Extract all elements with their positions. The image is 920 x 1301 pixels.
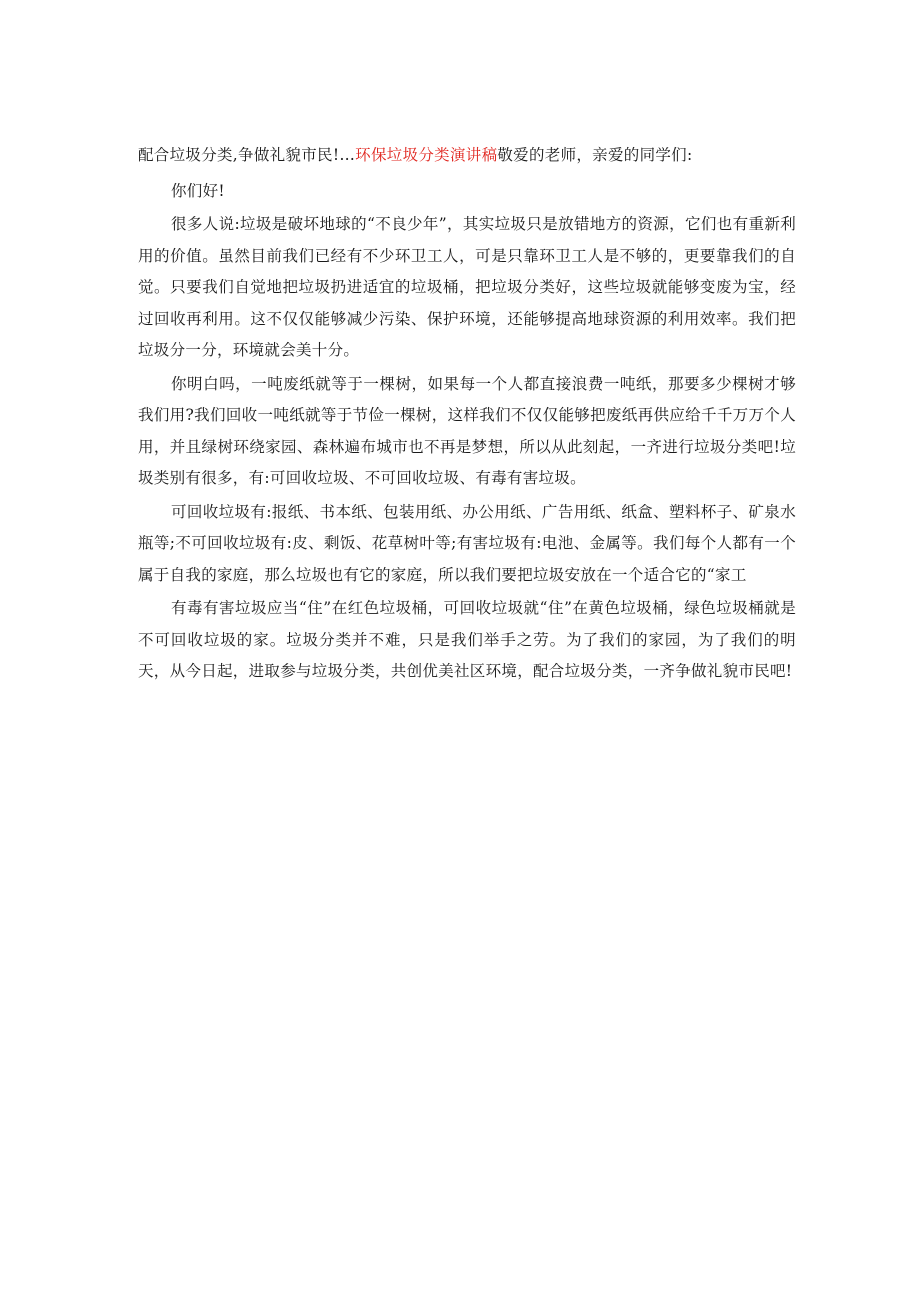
title-link[interactable]: 环保垃圾分类演讲稿 [355, 146, 498, 164]
document-body [138, 140, 796, 690]
body-paragraph-2: 你明白吗，一吨废纸就等于一棵树，如果每一个人都直接浪费一吨纸，那要多少棵树才够我们用?我们回收一吨纸就等于节俭一棵树，这样我们不仅仅能够把废纸再供应给千千万万个人用，并且绿树环绕家园、森林遍布城市也不再是梦想，所以从此刻起，一齐进行垃圾分类吧!垃圾类别有很多，有:可回收垃圾、不可回收垃圾、有毒有害垃圾。 [138, 374, 796, 487]
body-paragraph-3: 可回收垃圾有:报纸、书本纸、包装用纸、办公用纸、广告用纸、纸盒、塑料杯子、矿泉水瓶等;不可回收垃圾有:皮、剩饭、花草树叶等;有害垃圾有:电池、金属等。我们每个人都有一个属于自我的家庭，那么垃圾也有它的家庭，所以我们要把垃圾安放在一个适合它的“家工 [138, 502, 796, 584]
intro-line [138, 140, 796, 172]
body-paragraph-4: 有毒有害垃圾应当“住”在红色垃圾桶，可回收垃圾就“住”在黄色垃圾桶，绿色垃圾桶就是不可回收垃圾的家。垃圾分类并不难，只是我们举手之劳。为了我们的家园，为了我们的明天，从今日起，进取参与垃圾分类，共创优美社区环境，配合垃圾分类，一齐争做礼貌市民吧! [138, 599, 796, 680]
greeting-paragraph: 你们好! [171, 181, 225, 200]
intro-prefix: 配合垃圾分类,争做礼貌市民!… [138, 146, 356, 164]
intro-suffix: 敬爱的老师，亲爱的同学们: [497, 146, 693, 164]
body-paragraph-1: 很多人说:垃圾是破坏地球的“不良少年”，其实垃圾只是放错地方的资源，它们也有重新利用的价值。虽然目前我们已经有不少环卫工人，可是只靠环卫工人是不够的，更要靠我们的自觉。只要我们自觉地把垃圾扔进适宜的垃圾桶，把垃圾分类好，这些垃圾就能够变废为宝，经过回收再利用。这不仅仅能够减少污染、保护环境，还能够提高地球资源的利用效率。我们把垃圾分一分，环境就会美十分。 [138, 215, 796, 359]
